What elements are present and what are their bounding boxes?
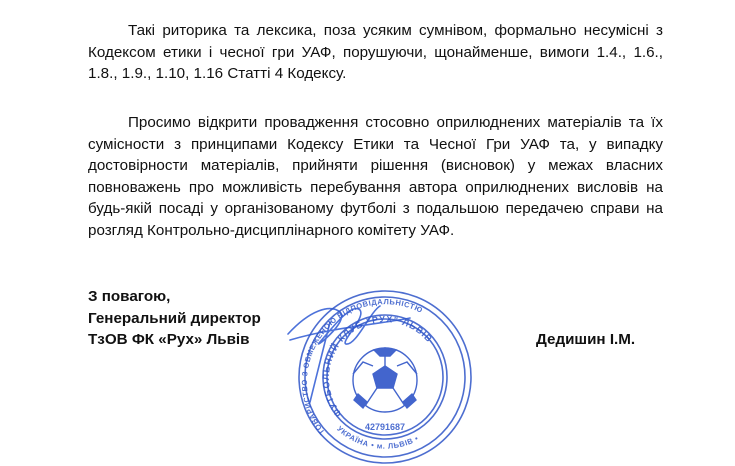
stamp-outer-text: ТОВАРИСТВО З ОБМЕЖЕНОЮ ВІДПОВІДАЛЬНІСТЮ [299, 297, 425, 437]
position-title: Генеральний директор [88, 309, 261, 327]
stamp-bottom-text: УКРАЇНА • м. ЛЬВІВ • [335, 424, 421, 451]
stamp-code: 42791687 [364, 422, 406, 432]
soccer-ball-icon [353, 348, 417, 412]
paragraph-2 [88, 112, 663, 241]
stamp-inner-text: ФУТБОЛЬНИЙ КЛУБ "РУХ" ЛЬВІВ [320, 314, 435, 419]
paragraph-2-text: Просимо відкрити провадження стосовно оприлюднених матеріалів та їх сумісности з принципами Кодексу Етики та Чесної Гри УАФ та, у випадку достовірности матеріалів, прийняти рішення (висновок) у межах власних повноважень про можливість перебування автора оприлюднених висловів на будь-якій посаді у організованому футболі з подальшою передачею справи на розгляд Контрольно-дисциплінарного комітету УАФ. [88, 114, 663, 239]
paragraph-1-text: Такі риторика та лексика, поза усяким сумнівом, формально несумісні з Кодексом етики і чесної гри УАФ, порушуючи, щонайменше, вимоги 1.4., 1.6., 1.8., 1.9., 1.10, 1.16 Статті 4 Кодексу. [88, 22, 663, 82]
club-stamp-seal [270, 282, 480, 466]
organization-name: ТзОВ ФК «Рух» Львів [88, 331, 250, 348]
signature-block [88, 286, 261, 351]
paragraph-1 [88, 20, 663, 85]
closing-line: З повагою, [88, 288, 171, 305]
signatory-name: Дедишин І.М. [536, 331, 636, 348]
